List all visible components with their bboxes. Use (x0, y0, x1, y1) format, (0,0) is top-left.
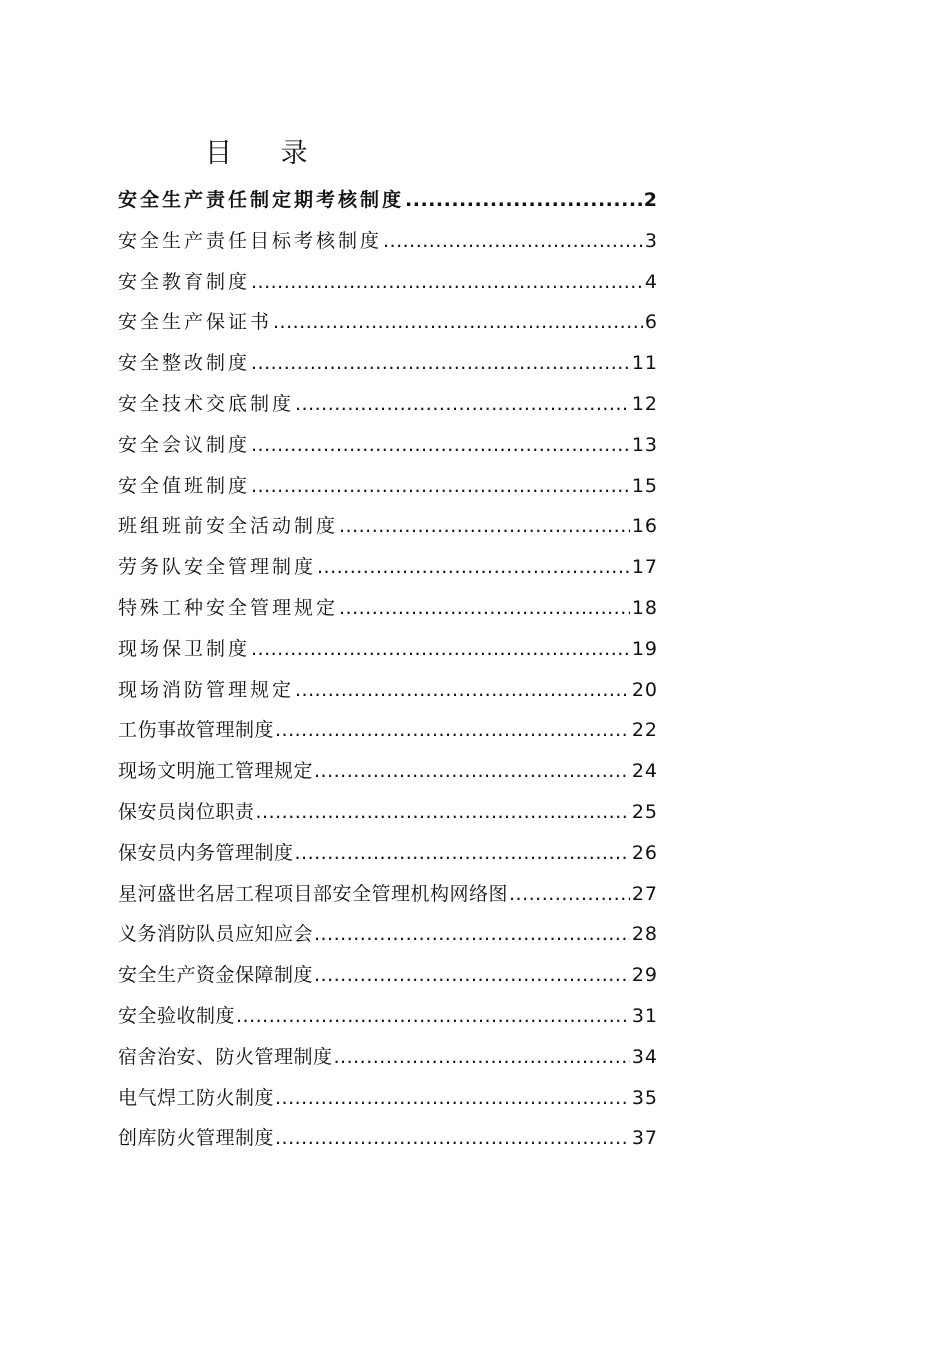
toc-entry[interactable] (118, 751, 658, 792)
dot-leader (339, 588, 630, 629)
dot-leader (383, 221, 643, 262)
toc-entry-page: 13 (631, 433, 658, 456)
toc-entry-page: 16 (631, 515, 658, 538)
dot-leader (275, 1118, 630, 1159)
dot-leader (256, 792, 630, 833)
toc-entry-label: 特殊工种安全管理规定 (118, 596, 339, 619)
toc-entry-page: 31 (631, 1004, 658, 1027)
toc-entry-label: 安全生产保证书 (118, 311, 273, 334)
toc-entry-page: 29 (631, 964, 658, 987)
toc-entry-page: 20 (631, 678, 658, 701)
toc-entry[interactable] (118, 384, 658, 425)
toc-entry-label: 现场消防管理规定 (118, 678, 295, 701)
toc-entry[interactable] (118, 262, 658, 303)
toc-entry[interactable] (118, 1118, 658, 1159)
toc-entry-page: 35 (631, 1086, 658, 1109)
dot-leader (275, 1078, 630, 1119)
toc-entry-page: 26 (631, 841, 658, 864)
toc-entry-page: 27 (631, 882, 658, 905)
toc-entry[interactable] (118, 302, 658, 343)
toc-entry[interactable] (118, 792, 658, 833)
toc-entry-label: 安全教育制度 (118, 270, 251, 293)
toc-entry-label: 安全会议制度 (118, 433, 251, 456)
toc-entry-page: 24 (631, 760, 658, 783)
toc-entry-label: 安全整改制度 (118, 352, 251, 375)
toc-entry-label: 班组班前安全活动制度 (118, 515, 339, 538)
toc-entry-page: 6 (644, 311, 658, 334)
dot-leader (295, 384, 630, 425)
toc-entry-label: 工伤事故管理制度 (118, 719, 275, 742)
toc-entry[interactable] (118, 466, 658, 507)
toc-entry-label: 安全值班制度 (118, 474, 251, 497)
toc-entry-label: 宿舍治安、防火管理制度 (118, 1045, 333, 1068)
toc-entry[interactable] (118, 1078, 658, 1119)
toc-entry-label: 义务消防队员应知应会 (118, 923, 314, 946)
dot-leader (251, 629, 630, 670)
dot-leader (251, 262, 643, 303)
toc-entry[interactable] (118, 874, 658, 915)
toc-entry[interactable] (118, 629, 658, 670)
toc-entry-label: 安全技术交底制度 (118, 392, 295, 415)
toc-title: 目 录 (205, 138, 328, 169)
dot-leader (317, 547, 630, 588)
dot-leader (314, 914, 630, 955)
toc-entry-label: 保安员岗位职责 (118, 800, 255, 823)
toc-entry-page: 18 (631, 596, 658, 619)
toc-entry-label: 现场保卫制度 (118, 637, 251, 660)
dot-leader (339, 506, 630, 547)
toc-entry-page: 28 (631, 923, 658, 946)
toc-entry-page: 11 (631, 352, 658, 375)
toc-entry[interactable] (118, 710, 658, 751)
dot-leader (314, 751, 630, 792)
toc-entry[interactable] (118, 180, 658, 221)
toc-entry-label: 安全生产责任目标考核制度 (118, 229, 383, 252)
toc-entry[interactable] (118, 425, 658, 466)
toc-entry[interactable] (118, 221, 658, 262)
toc-entry-label: 电气焊工防火制度 (118, 1086, 275, 1109)
toc-entry-page: 17 (631, 556, 658, 579)
toc-entry-page: 15 (631, 474, 658, 497)
dot-leader (251, 343, 630, 384)
toc-entry[interactable] (118, 1037, 658, 1078)
toc-entry[interactable] (118, 914, 658, 955)
dot-leader (334, 1037, 630, 1078)
toc-entry-label: 安全生产资金保障制度 (118, 964, 314, 987)
toc-entry-label: 星河盛世名居工程项目部安全管理机构网络图 (118, 882, 509, 905)
toc-entry-page: 34 (631, 1045, 658, 1068)
dot-leader (509, 874, 630, 915)
toc-entry-page: 4 (644, 270, 658, 293)
toc-entry-label: 创库防火管理制度 (118, 1127, 275, 1150)
dot-leader (295, 670, 630, 711)
toc-entry-page: 2 (643, 189, 658, 211)
toc-entry[interactable] (118, 506, 658, 547)
toc-entry-label: 安全验收制度 (118, 1004, 236, 1027)
dot-leader (251, 466, 630, 507)
toc-entry-page: 19 (631, 637, 658, 660)
dot-leader (251, 425, 630, 466)
dot-leader (295, 833, 630, 874)
toc-entry-page: 12 (631, 392, 658, 415)
toc-entry-label: 现场文明施工管理规定 (118, 760, 314, 783)
toc-entry[interactable] (118, 996, 658, 1037)
toc-entry-page: 3 (644, 229, 658, 252)
dot-leader (275, 710, 630, 751)
toc-entry[interactable] (118, 670, 658, 711)
toc-entry[interactable] (118, 343, 658, 384)
toc-entry-label: 劳务队安全管理制度 (118, 556, 317, 579)
toc-entry-page: 25 (631, 800, 658, 823)
toc-entry-label: 安全生产责任制定期考核制度 (118, 189, 405, 211)
toc-entry-label: 保安员内务管理制度 (118, 841, 294, 864)
dot-leader (405, 180, 642, 221)
toc-list (118, 180, 658, 1159)
toc-entry[interactable] (118, 588, 658, 629)
dot-leader (273, 302, 643, 343)
dot-leader (314, 955, 630, 996)
toc-entry[interactable] (118, 547, 658, 588)
toc-entry-page: 22 (631, 719, 658, 742)
toc-entry[interactable] (118, 833, 658, 874)
toc-entry-page: 37 (631, 1127, 658, 1150)
dot-leader (236, 996, 630, 1037)
toc-entry[interactable] (118, 955, 658, 996)
